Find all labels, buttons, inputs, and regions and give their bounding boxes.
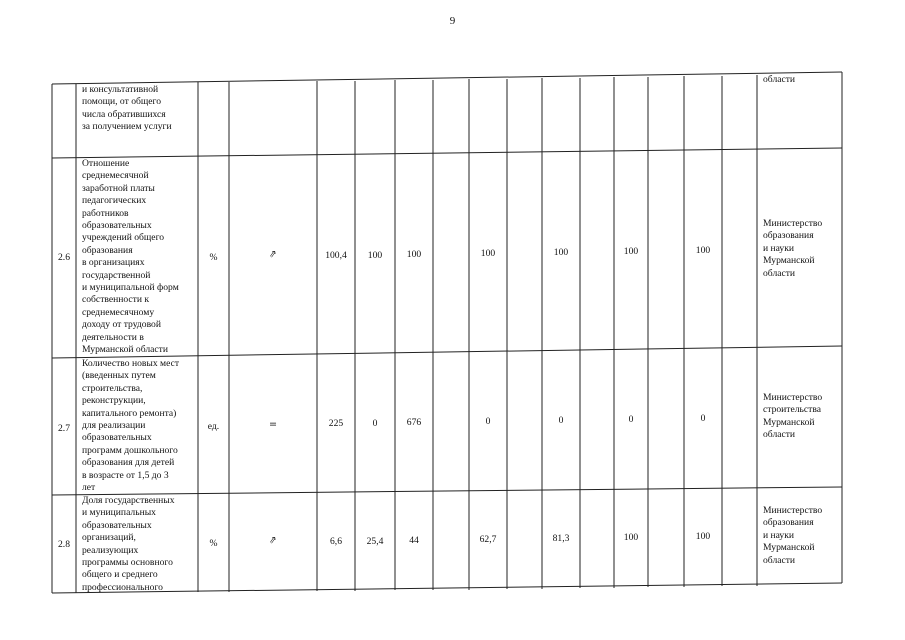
row-2-6-trend-icon: ⇗ (267, 248, 278, 261)
row-2-6-value: 100 (623, 246, 639, 257)
row-2-6-unit: % (209, 252, 218, 263)
row-2-6-value: 100 (367, 250, 383, 261)
row-2-8-value: 81,3 (552, 533, 570, 544)
row-2-6-indicator: Отношение среднемесячной заработной платы педагогических работников образовательных учреждений общего образования в организациях государственной и муниципальной форм собственности к среднемесячному доходу от трудовой деятельности в Мурманской области (82, 158, 179, 356)
row-2-7-value: 0 (372, 418, 378, 429)
row-2-7-value: 0 (628, 414, 634, 425)
row-2-7-value: 225 (328, 418, 344, 429)
row-2-6-value: 100 (480, 248, 496, 259)
row-2-7-number: 2.7 (58, 423, 70, 434)
row-2-7-responsible: Министерство строительства Мурманской области (763, 392, 823, 441)
row-2-8-value: 25,4 (366, 536, 384, 547)
row-1-responsible: области (763, 74, 796, 85)
row-2-6-value: 100,4 (325, 250, 347, 261)
row-2-7-trend-icon: = (268, 419, 278, 430)
row-2-6-number: 2.6 (58, 252, 70, 263)
row-2-7-value: 676 (406, 417, 422, 428)
row-2-7-value: 0 (558, 415, 564, 426)
row-2-8-value: 62,7 (479, 534, 497, 545)
row-2-8-value: 100 (623, 532, 639, 543)
row-2-6-responsible: Министерство образования и науки Мурманской области (763, 218, 823, 279)
row-2-7-unit: ед. (207, 421, 220, 432)
page-number: 9 (449, 15, 456, 27)
table-top-border (52, 72, 842, 84)
row-2-7-value: 0 (485, 416, 491, 427)
row-2-8-unit: % (209, 538, 218, 549)
row-2-8-value: 44 (409, 535, 419, 546)
row-2-7-indicator: Количество новых мест (введенных путем строительства, реконструкции, капитального ремонта) для реализации образовательных программ дошкольного образования для детей в возрасте от 1,5 до 3 лет (82, 358, 180, 494)
row-2-8-value: 6,6 (330, 536, 342, 547)
row-divider (52, 148, 842, 158)
row-2-6-value: 100 (695, 245, 711, 256)
row-2-8-trend-icon: ⇗ (267, 534, 278, 547)
row-2-7-value: 0 (700, 413, 706, 424)
row-2-8-indicator: Доля государственных и муниципальных образовательных организаций, реализующих программы основного общего и среднего профессионального (82, 495, 175, 593)
row-2-8-value: 100 (695, 531, 711, 542)
row-1-indicator: и консультативной помощи, от общего числа обратившихся за получением услуги (82, 84, 172, 133)
row-2-8-responsible: Министерство образования и науки Мурманской области (763, 505, 823, 566)
row-2-6-value: 100 (406, 249, 422, 260)
row-2-8-number: 2.8 (58, 539, 70, 550)
row-2-6-value: 100 (553, 247, 569, 258)
